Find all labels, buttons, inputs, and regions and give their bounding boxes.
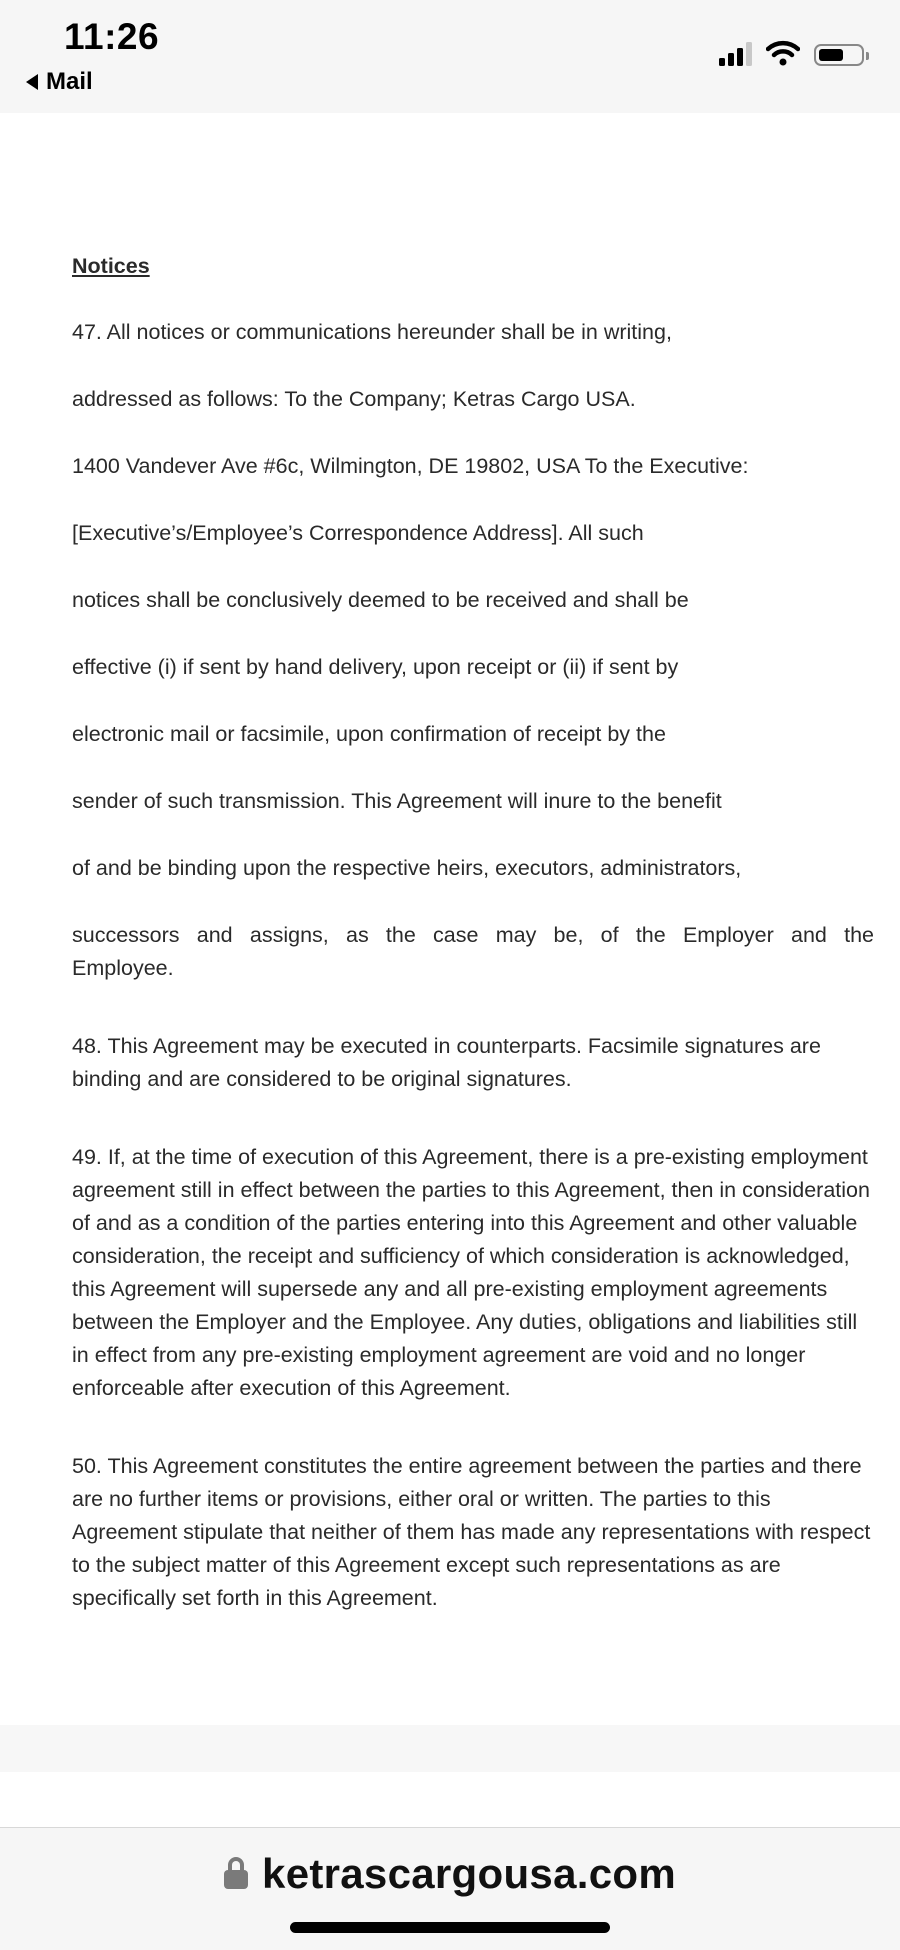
p47-line: electronic mail or facsimile, upon confirmation of receipt by the: [72, 722, 666, 746]
p47-line: [Executive’s/Employee’s Correspondence Address]. All such: [72, 521, 644, 545]
p47-line: of and be binding upon the respective heirs, executors, administrators,: [72, 856, 742, 880]
browser-address-bar[interactable]: [0, 1827, 900, 1950]
back-to-mail-button[interactable]: [26, 68, 93, 96]
status-icons: [719, 40, 864, 66]
p47-line: addressed as follows: To the Company; Ketras Cargo USA.: [72, 387, 636, 411]
p47-line: notices shall be conclusively deemed to be received and shall be: [72, 588, 689, 612]
back-arrow-icon: [26, 74, 38, 90]
lock-icon: [224, 1857, 248, 1891]
p47-line: 1400 Vandever Ave #6c, Wilmington, DE 19802, USA To the Executive:: [72, 454, 749, 478]
battery-icon: [814, 44, 864, 66]
page-footer-band: [0, 1725, 900, 1772]
document-body: [72, 250, 874, 1615]
status-time: 11:26: [64, 16, 160, 57]
home-indicator[interactable]: [290, 1922, 610, 1933]
p47-line: sender of such transmission. This Agreement will inure to the benefit: [72, 789, 722, 813]
back-label: Mail: [46, 68, 93, 95]
url-display[interactable]: [0, 1850, 900, 1898]
signal-icon: [719, 42, 752, 66]
p47-line: 47. All notices or communications hereunder shall be in writing,: [72, 320, 672, 344]
p47-line: successors and assigns, as the case may be, of the Employer and the: [72, 923, 874, 947]
paragraph-48: 48. This Agreement may be executed in counterparts. Facsimile signatures are binding and are considered to be original signatures.: [72, 1034, 821, 1091]
paragraph-49: 49. If, at the time of execution of this Agreement, there is a pre-existing employment agreement still in effect between the parties to this Agreement, then in consideration of and as a condition of the parties entering into this Agreement and other valuable consideration, the receipt and sufficiency of which consideration is acknowledged, this Agreement will supersede any and all pre-existing employment agreements between the Employer and the Employee. Any duties, obligations and liabilities still in effect from any pre-existing employment agreement are void and no longer enforceable after execution of this Agreement.: [72, 1145, 870, 1400]
wifi-icon: [766, 40, 800, 66]
notices-heading: Notices: [72, 254, 150, 278]
url-text: ketrascargousa.com: [262, 1850, 676, 1897]
p47-line: effective (i) if sent by hand delivery, upon receipt or (ii) if sent by: [72, 655, 679, 679]
paragraph-50: 50. This Agreement constitutes the entire agreement between the parties and there are no further items or provisions, either oral or written. The parties to this Agreement stipulate that neither of them has made any representations with respect to the subject matter of this Agreement except such representations as are specifically set forth in this Agreement.: [72, 1454, 871, 1610]
p47-line: Employee.: [72, 956, 174, 980]
status-bar: [0, 0, 900, 113]
